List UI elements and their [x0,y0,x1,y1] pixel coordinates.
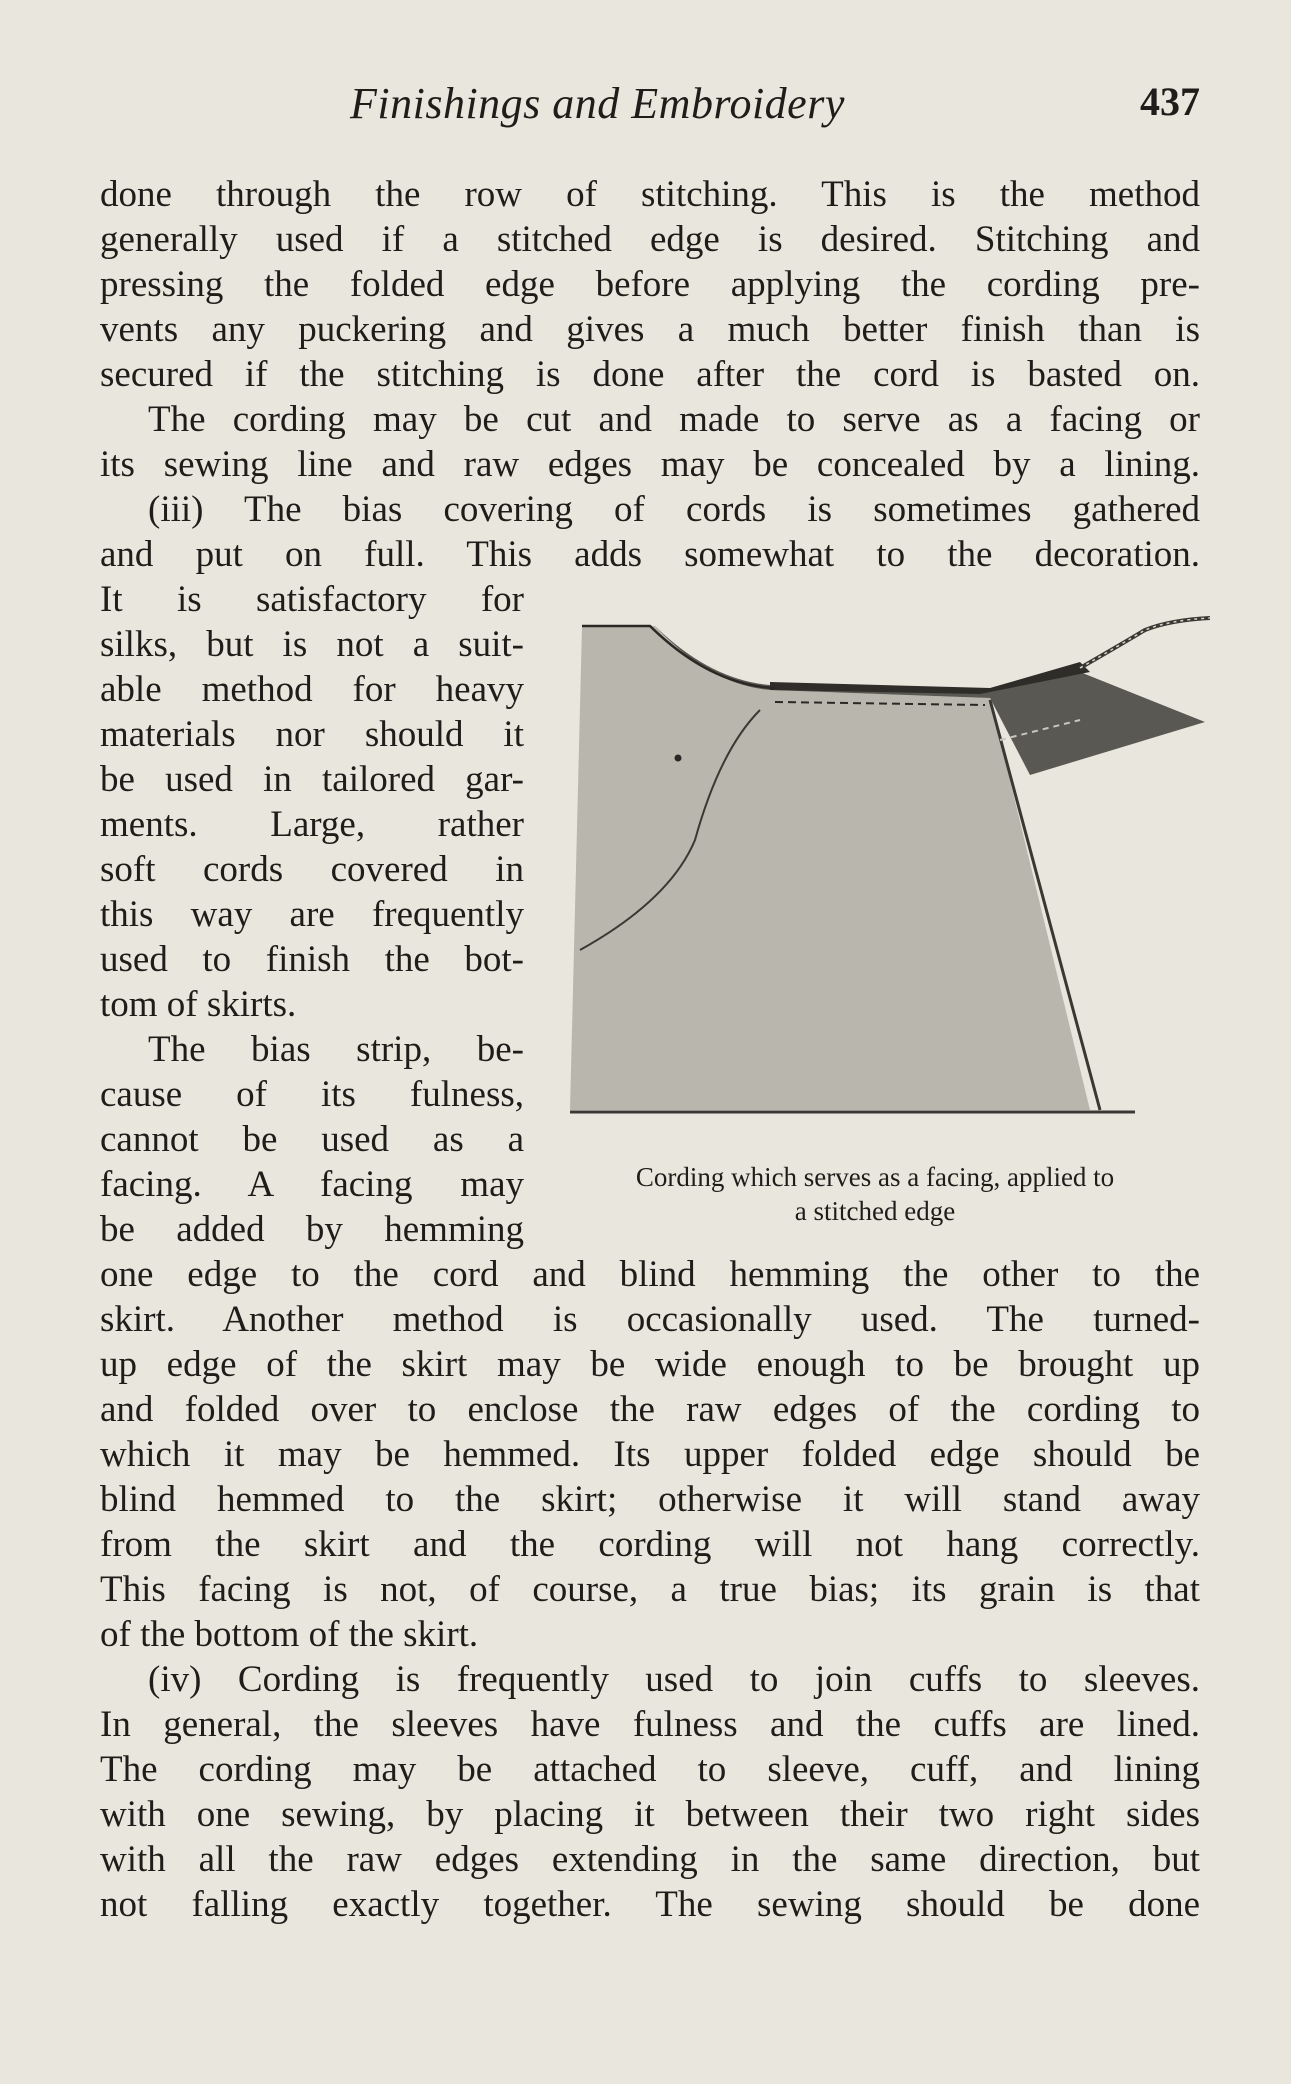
text-line: This facing is not, of course, a true bias; its grain is that [100,1569,1200,1610]
text-line: up edge of the skirt may be wide enough to be brought up [100,1344,1200,1385]
text-line: vents any puckering and gives a much better finish than is [100,309,1200,350]
text-line: be added by hemming [100,1209,524,1250]
text-line: with all the raw edges extending in the same direction, but [100,1839,1200,1880]
text-line: of the bottom of the skirt. [100,1614,479,1655]
text-line: able method for heavy [100,669,524,710]
running-head [100,78,1200,138]
cording-illustration [560,590,1230,1150]
text-line: silks, but is not a suit- [100,624,524,665]
text-line: which it may be hemmed. Its upper folded edge should be [100,1434,1200,1475]
text-line: The bias strip, be- [148,1029,524,1070]
text-line: cause of its fulness, [100,1074,524,1115]
text-line: with one sewing, by placing it between their two right sides [100,1794,1200,1835]
text-line: The cording may be attached to sleeve, cuff, and lining [100,1749,1200,1790]
text-line: be used in tailored gar- [100,759,524,800]
caption-line: Cording which serves as a facing, applied to [635,1162,1115,1192]
text-line: In general, the sleeves have fulness and the cuffs are lined. [100,1704,1200,1745]
text-line: used to finish the bot- [100,939,524,980]
text-line: generally used if a stitched edge is desired. Stitching and [100,219,1200,260]
text-line: facing. A facing may [100,1164,524,1205]
text-line: The cording may be cut and made to serve as a facing or [148,399,1200,440]
text-line: materials nor should it [100,714,524,755]
cord-end-twist [1080,618,1210,668]
page-number: 437 [1140,79,1200,124]
text-line: tom of skirts. [100,984,297,1025]
text-line: soft cords covered in [100,849,524,890]
text-line: secured if the stitching is done after the cord is basted on. [100,354,1200,395]
text-line: It is satisfactory for [100,579,524,620]
text-line: this way are frequently [100,894,524,935]
text-line: (iii) The bias covering of cords is sometimes gathered [148,489,1200,530]
text-line: cannot be used as a [100,1119,524,1160]
running-title: Finishings and Embroidery [350,79,845,128]
cording-illustration-svg [560,590,1230,1150]
text-line: one edge to the cord and blind hemming the other to the [100,1254,1200,1295]
text-line: not falling exactly together. The sewing should be done [100,1884,1200,1925]
text-line: and folded over to enclose the raw edges of the cording to [100,1389,1200,1430]
text-line: (iv) Cording is frequently used to join cuffs to sleeves. [148,1659,1200,1700]
text-line: blind hemmed to the skirt; otherwise it will stand away [100,1479,1200,1520]
text-line: skirt. Another method is occasionally used. The turned- [100,1299,1200,1340]
chalk-mark [675,755,682,762]
text-line: and put on full. This adds somewhat to the decoration. [100,534,1200,575]
text-line: done through the row of stitching. This is the method [100,174,1200,215]
text-line: from the skirt and the cording will not hang correctly. [100,1524,1200,1565]
cord-end [1080,618,1210,668]
caption-line: a stitched edge [794,1196,956,1226]
text-line: pressing the folded edge before applying the cording pre- [100,264,1200,305]
text-line: ments. Large, rather [100,804,524,845]
text-line: its sewing line and raw edges may be concealed by a lining. [100,444,1200,485]
figure-caption [560,1160,1190,1228]
